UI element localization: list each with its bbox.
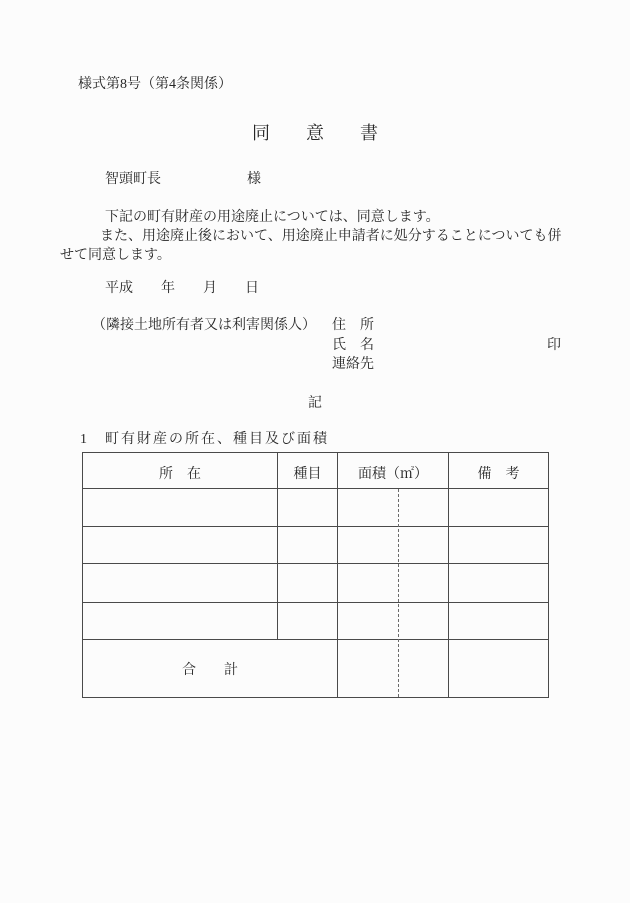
cell-remarks-empty bbox=[449, 489, 549, 527]
consent-line: せて同意します。 bbox=[60, 248, 171, 263]
total-label-cell: 合 計 bbox=[83, 640, 338, 698]
cell-category-empty bbox=[278, 564, 338, 603]
cell-area-empty bbox=[338, 527, 449, 564]
table-header-row bbox=[83, 453, 549, 489]
cell-category-empty bbox=[278, 489, 338, 527]
col-header-category: 種目 bbox=[278, 453, 338, 489]
total-remarks-cell-empty bbox=[449, 640, 549, 698]
table-empty-row bbox=[83, 564, 549, 603]
col-header-remarks: 備 考 bbox=[449, 453, 549, 489]
cell-area-empty bbox=[338, 564, 449, 603]
table-empty-row bbox=[83, 527, 549, 564]
col-header-location: 所 在 bbox=[83, 453, 278, 489]
cell-location-empty bbox=[83, 527, 278, 564]
cell-category-empty bbox=[278, 603, 338, 640]
record-marker: 記 bbox=[308, 396, 322, 411]
col-header-area: 面積（㎡） bbox=[338, 453, 449, 489]
table-empty-row bbox=[83, 603, 549, 640]
cell-remarks-empty bbox=[449, 603, 549, 640]
signer-fields bbox=[332, 316, 374, 375]
cell-remarks-empty bbox=[449, 564, 549, 603]
seal-mark: 印 bbox=[547, 338, 561, 353]
consent-line: 下記の町有財産の用途廃止については、同意します。 bbox=[105, 210, 440, 225]
table-empty-row bbox=[83, 489, 549, 527]
page-title: 同 意 書 bbox=[252, 123, 378, 143]
property-table bbox=[82, 452, 549, 698]
field-name-label: 氏 名 bbox=[332, 337, 374, 353]
addressee-name: 智頭町長 bbox=[105, 172, 161, 187]
form-number: 様式第8号（第4条関係） bbox=[78, 77, 232, 92]
cell-category-empty bbox=[278, 527, 338, 564]
consent-body bbox=[60, 208, 580, 265]
cell-area-empty bbox=[338, 603, 449, 640]
cell-location-empty bbox=[83, 603, 278, 640]
cell-area-empty bbox=[338, 489, 449, 527]
total-area-cell-empty bbox=[338, 640, 449, 698]
cell-location-empty bbox=[83, 564, 278, 603]
area-decimal-dashed-line bbox=[398, 489, 399, 697]
consent-line: また、用途廃止後において、用途廃止申請者に処分することについても併 bbox=[100, 229, 562, 244]
field-contact-label: 連絡先 bbox=[332, 357, 374, 372]
signer-role-label: （隣接土地所有者又は利害関係人） bbox=[92, 318, 316, 333]
section-number: 1 bbox=[80, 432, 87, 447]
addressee-honorific: 様 bbox=[247, 172, 261, 187]
section-label: 町有財産の所在、種目及び面積 bbox=[105, 432, 329, 447]
table-total-row bbox=[83, 640, 549, 698]
cell-remarks-empty bbox=[449, 527, 549, 564]
date-line: 平成 年 月 日 bbox=[105, 281, 259, 296]
field-address-label: 住 所 bbox=[332, 318, 374, 333]
cell-location-empty bbox=[83, 489, 278, 527]
